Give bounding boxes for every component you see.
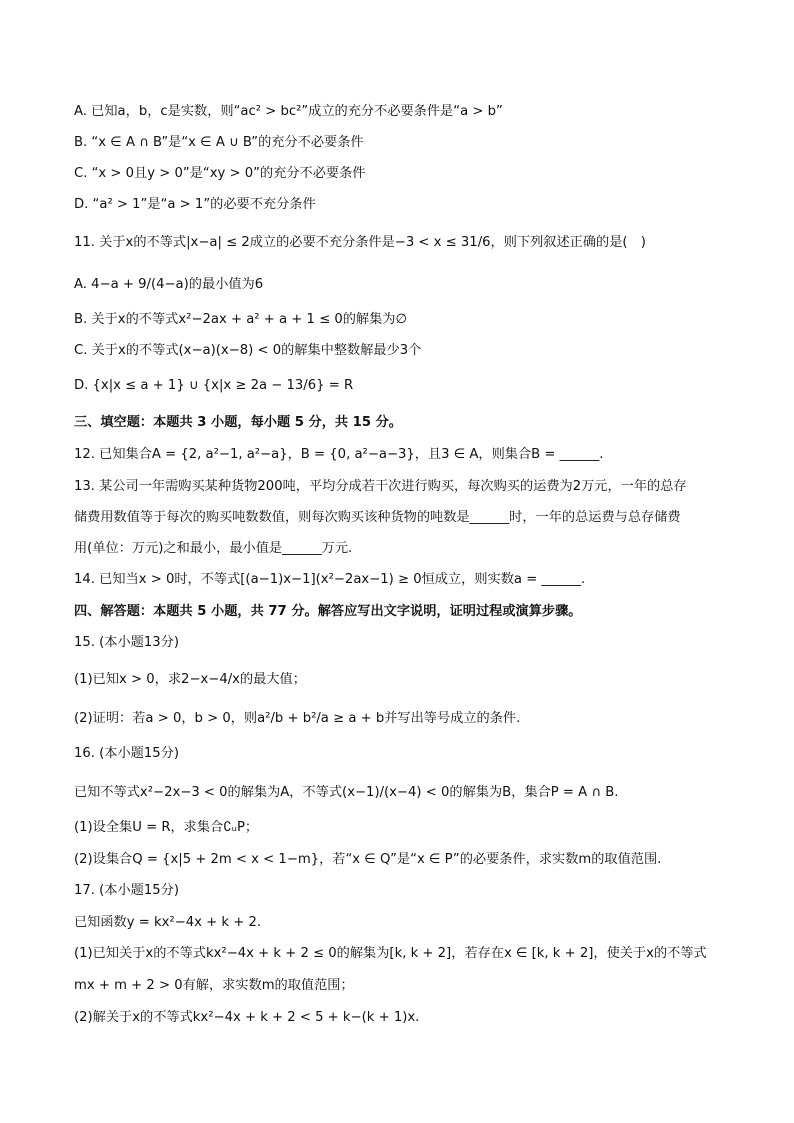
q11-option-d: D. {x|x ≤ a + 1} ∪ {x|x ≥ 2a − 13/6} = R	[74, 378, 354, 393]
q10-option-c: C. “x > 0且y > 0”是“xy > 0”的充分不必要条件	[74, 166, 366, 181]
q11-option-c: C. 关于x的不等式(x−a)(x−8) < 0的解集中整数解最少3个	[74, 343, 422, 358]
q11-stem: 11. 关于x的不等式|x−a| ≤ 2成立的必要不充分条件是−3 < x ≤ 31/6，则下列叙述正确的是( )	[74, 235, 646, 250]
q11-option-b: B. 关于x的不等式x²−2ax + a² + a + 1 ≤ 0的解集为∅	[74, 312, 407, 327]
q10-option-d: D. “a² > 1”是“a > 1”的必要不充分条件	[74, 197, 316, 212]
q17-part-2: (2)解关于x的不等式kx²−4x + k + 2 < 5 + k−(k + 1)x.	[74, 1010, 420, 1025]
q13-line-1: 13. 某公司一年需购买某种货物200吨，平均分成若干次进行购买，每次购买的运费为2万元，一年的总存	[74, 479, 687, 494]
q15-part-2: (2)证明：若a > 0，b > 0，则a²/b + b²/a ≥ a + b并写出等号成立的条件.	[74, 711, 521, 726]
q17-part-1-line-1: (1)已知关于x的不等式kx²−4x + k + 2 ≤ 0的解集为[k, k + 2]，若存在x ∈ [k, k + 2]，使关于x的不等式	[74, 946, 707, 961]
q17-part-1-line-2: mx + m + 2 > 0有解，求实数m的取值范围；	[74, 978, 354, 993]
q16-stem: 已知不等式x²−2x−3 < 0的解集为A，不等式(x−1)/(x−4) < 0的解集为B，集合P = A ∩ B.	[74, 785, 619, 800]
q15-title: 15. (本小题13分)	[74, 635, 179, 650]
q13-line-3: 用(单位：万元)之和最小，最小值是______万元.	[74, 541, 353, 556]
q10-option-b: B. “x ∈ A ∩ B”是“x ∈ A ∪ B”的充分不必要条件	[74, 135, 364, 150]
q14: 14. 已知当x > 0时，不等式[(a−1)x−1](x²−2ax−1) ≥ 0恒成立，则实数a = ______.	[74, 572, 586, 587]
q16-title: 16. (本小题15分)	[74, 746, 179, 761]
section-3-heading: 三、填空题：本题共 3 小题，每小题 5 分，共 15 分。	[74, 415, 402, 430]
q12: 12. 已知集合A = {2, a²−1, a²−a}，B = {0, a²−a−3}，且3 ∈ A，则集合B = ______.	[74, 447, 604, 462]
q13-line-2: 储费用数值等于每次的购买吨数数值，则每次购买该种货物的吨数是______时，一年的总运费与总存储费	[74, 510, 681, 525]
q15-part-1: (1)已知x > 0，求2−x−4/x的最大值；	[74, 672, 306, 687]
q11-option-a: A. 4−a + 9/(4−a)的最小值为6	[74, 277, 264, 292]
q16-part-2: (2)设集合Q = {x|5 + 2m < x < 1−m}，若“x ∈ Q”是“x ∈ P”的必要条件，求实数m的取值范围.	[74, 852, 662, 867]
q17-stem: 已知函数y = kx²−4x + k + 2.	[74, 915, 262, 930]
q10-option-a: A. 已知a，b，c是实数，则“ac² > bc²”成立的充分不必要条件是“a > b”	[74, 104, 503, 119]
section-4-heading: 四、解答题：本题共 5 小题，共 77 分。解答应写出文字说明，证明过程或演算步骤。	[74, 604, 582, 619]
q16-part-1: (1)设全集U = R，求集合∁ᵤP；	[74, 820, 259, 835]
q17-title: 17. (本小题15分)	[74, 883, 179, 898]
